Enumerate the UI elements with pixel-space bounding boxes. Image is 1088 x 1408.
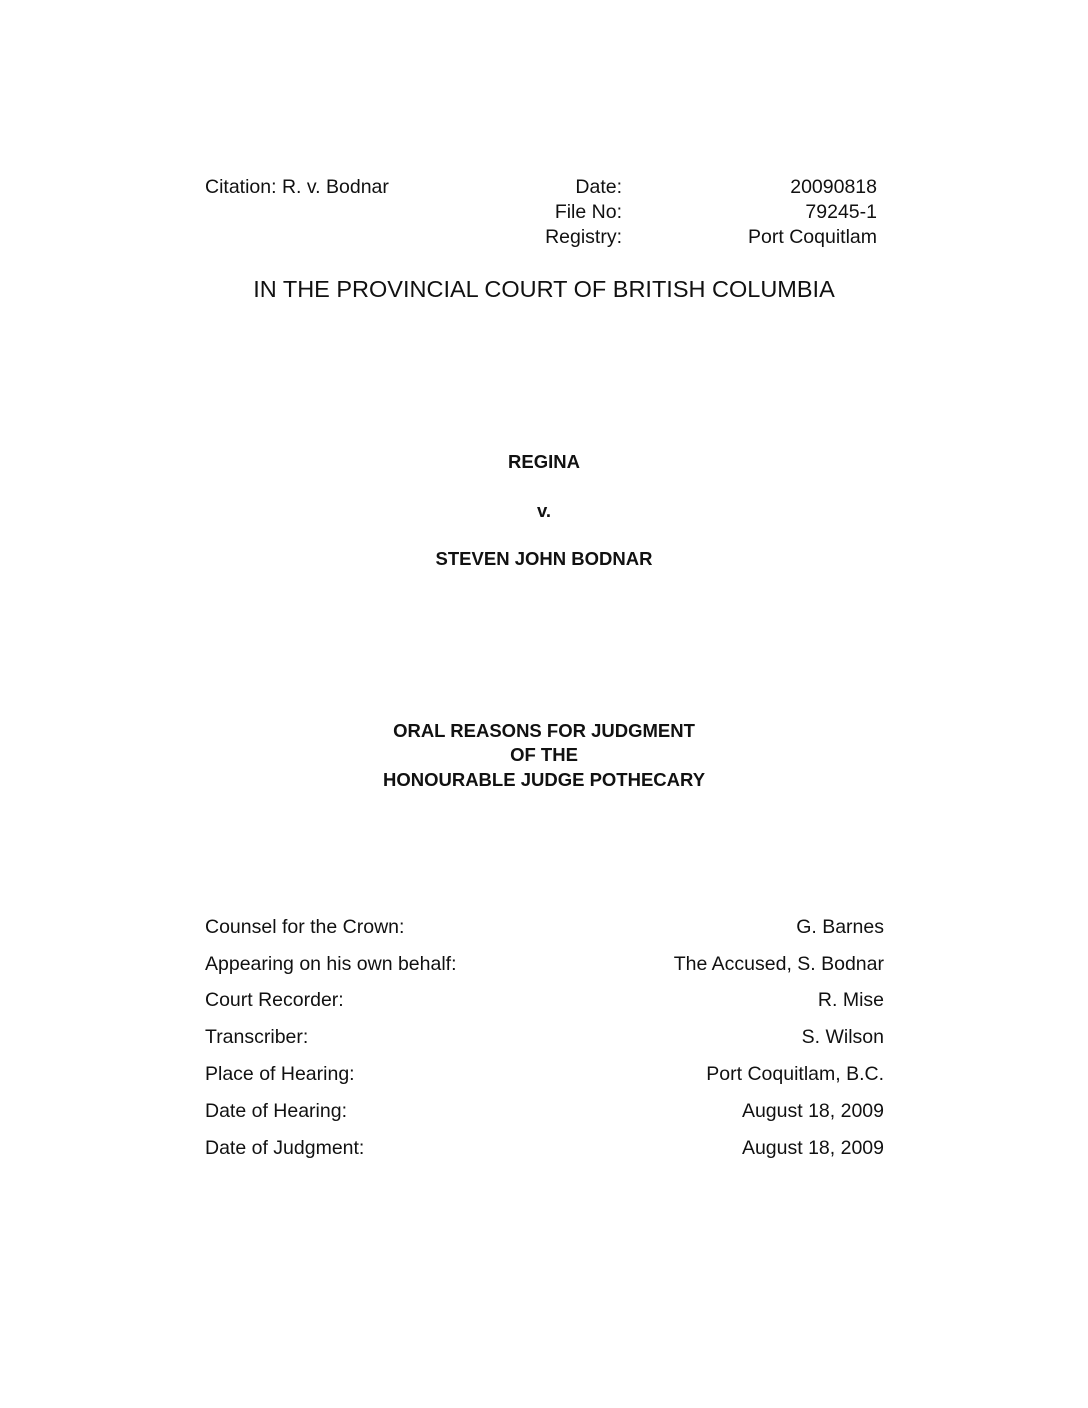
date-value: 20090818	[790, 176, 877, 198]
detail-label-crown-counsel: Counsel for the Crown:	[205, 916, 405, 938]
date-label: Date:	[575, 176, 622, 198]
detail-value-date-of-judgment: August 18, 2009	[741, 1137, 884, 1159]
court-name-heading: IN THE PROVINCIAL COURT OF BRITISH COLUMBIA	[253, 276, 835, 302]
citation: Citation: R. v. Bodnar	[205, 176, 389, 198]
registry-value: Port Coquitlam	[748, 226, 877, 248]
detail-value-crown-counsel: G. Barnes	[796, 916, 884, 938]
detail-label-date-of-judgment: Date of Judgment:	[205, 1137, 365, 1159]
detail-value-own-behalf: The Accused, S. Bodnar	[673, 953, 884, 975]
detail-label-own-behalf: Appearing on his own behalf:	[205, 953, 457, 975]
detail-value-place-of-hearing: Port Coquitlam, B.C.	[706, 1063, 884, 1085]
file-no-value: 79245-1	[805, 201, 877, 223]
detail-label-court-recorder: Court Recorder:	[205, 989, 344, 1011]
reasons-title-line-3: HONOURABLE JUDGE POTHECARY	[382, 769, 706, 790]
detail-label-place-of-hearing: Place of Hearing:	[205, 1063, 355, 1085]
file-no-label: File No:	[554, 201, 622, 223]
detail-label-transcriber: Transcriber:	[205, 1026, 309, 1048]
party-crown: REGINA	[508, 451, 580, 472]
party-accused: STEVEN JOHN BODNAR	[435, 548, 653, 569]
detail-label-date-of-hearing: Date of Hearing:	[205, 1100, 347, 1122]
party-versus: v.	[536, 500, 552, 521]
reasons-title-line-2: OF THE	[510, 744, 578, 765]
reasons-title-line-1: ORAL REASONS FOR JUDGMENT	[393, 720, 695, 741]
detail-value-date-of-hearing: August 18, 2009	[741, 1100, 884, 1122]
registry-label: Registry:	[545, 226, 622, 248]
detail-value-court-recorder: R. Mise	[817, 989, 884, 1011]
detail-value-transcriber: S. Wilson	[801, 1026, 884, 1048]
